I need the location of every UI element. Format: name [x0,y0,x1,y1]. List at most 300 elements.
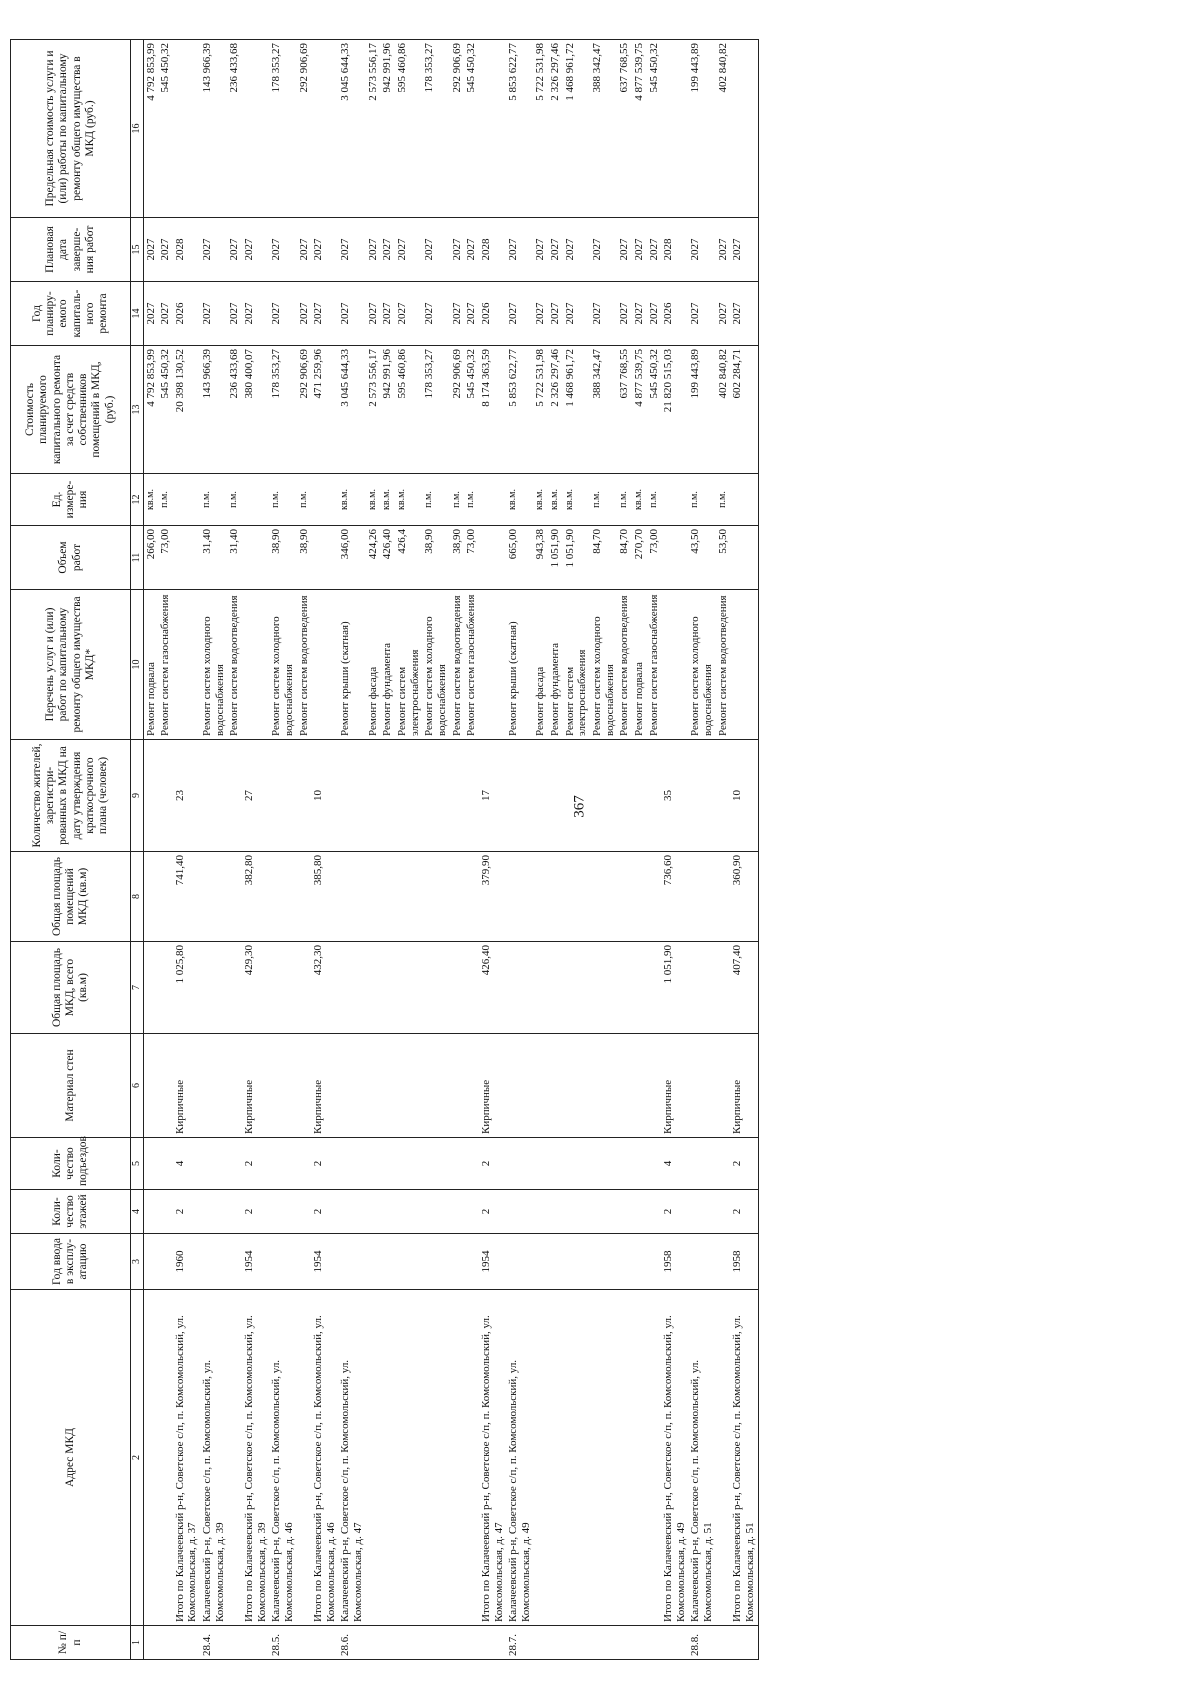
table-cell [158,1034,173,1138]
table-cell: 27 [242,740,269,852]
table-cell: 2027 [548,218,563,282]
column-number: 8 [131,852,144,942]
table-cell [450,1034,465,1138]
table-cell: Калачеевский р-н, Советское с/п, п. Комсомольский, ул. Комсомольская, д. 46 [269,1290,296,1626]
table-cell [533,1138,548,1190]
table-cell: 380 400,07 [242,346,269,474]
table-cell [311,40,338,218]
table-cell [380,1234,395,1290]
table-cell: 178 353,27 [269,40,296,218]
table-cell [143,1290,158,1626]
table-cell: 28.6. [338,1626,365,1660]
table-cell: 2027 [242,282,269,346]
table-cell: 595 460,86 [395,40,422,218]
table-cell: 3 045 644,33 [338,346,365,474]
table-row [422,40,449,1660]
table-cell [479,474,506,526]
table-cell: Ремонт подвала [143,590,158,740]
table-row [380,40,395,1660]
table-cell [173,40,200,218]
table-cell [395,942,422,1034]
table-cell: 2027 [533,282,548,346]
table-cell [688,942,715,1034]
table-cell [380,852,395,942]
table-cell: 382,80 [242,852,269,942]
table-cell: Калачеевский р-н, Советское с/п, п. Комсомольский, ул. Комсомольская, д. 49 [506,1290,533,1626]
table-cell: 3 045 644,33 [338,40,365,218]
table-cell [380,1138,395,1190]
table-cell [338,1034,365,1138]
table-cell [366,1626,381,1660]
table-row [200,40,227,1660]
table-cell: кв.м. [506,474,533,526]
column-number: 11 [131,526,144,590]
table-cell [297,1138,312,1190]
table-cell [716,1138,731,1190]
table-cell [716,1190,731,1234]
table-cell [506,852,533,942]
table-cell: 2028 [661,218,688,282]
column-header: Стоимость планируемого капитального ремонта за счет средств собственников помещений в МКД, (руб.) [11,346,131,474]
table-cell [590,1290,617,1626]
table-cell [716,942,731,1034]
table-cell [395,1234,422,1290]
table-cell [661,1626,688,1660]
table-cell [366,852,381,942]
column-header: Предельная стоимость услуги и (или) работы по капитальному ремонту общего имущества в МКД (руб.) [11,40,131,218]
table-cell [422,1626,449,1660]
table-cell: 471 259,96 [311,346,338,474]
table-cell [533,740,548,852]
table-cell [143,1190,158,1234]
table-cell [200,852,227,942]
table-cell: 2027 [563,218,590,282]
table-cell: 2027 [647,218,662,282]
table-cell [269,852,296,942]
column-header: Коли-чество подъездов [11,1138,131,1190]
table-row [143,40,158,1660]
table-cell [688,1234,715,1290]
table-cell: 4 792 853,99 [143,40,158,218]
column-number: 6 [131,1034,144,1138]
table-cell: 637 768,55 [617,40,632,218]
table-cell [563,1626,590,1660]
table-cell [464,852,479,942]
table-cell: 28.7. [506,1626,533,1660]
table-cell: 21 820 515,03 [661,346,688,474]
table-cell [338,740,365,852]
table-cell: Кирпичные [730,1034,758,1138]
table-cell: Ремонт подвала [632,590,647,740]
table-cell: 426,4 [395,526,422,590]
column-header: Общая площадь помещений МКД (кв.м) [11,852,131,942]
table-cell [661,474,688,526]
table-cell: Ремонт систем холодного водоснабжения [590,590,617,740]
table-cell: Итого по Калачеевский р-н, Советское с/п, п. Комсомольский, ул. Комсомольская, д. 46 [311,1290,338,1626]
table-cell [647,1034,662,1138]
table-row [730,40,758,1660]
table-cell: 2027 [464,282,479,346]
table-cell: п.м. [269,474,296,526]
table-cell [464,740,479,852]
table-cell [227,1138,242,1190]
table-cell [617,740,632,852]
table-cell [563,1034,590,1138]
table-cell: 360,90 [730,852,758,942]
table-cell [563,1190,590,1234]
table-cell [450,1290,465,1626]
table-row [242,40,269,1660]
table-cell [227,740,242,852]
table-cell: 10 [730,740,758,852]
table-cell: 385,80 [311,852,338,942]
table-cell [338,1190,365,1234]
table-cell [464,1138,479,1190]
table-cell: 1954 [311,1234,338,1290]
table-cell: 292 906,69 [450,40,465,218]
table-cell: Ремонт систем электроснабжения [563,590,590,740]
table-cell [366,1034,381,1138]
table-cell: 270,70 [632,526,647,590]
table-cell: п.м. [422,474,449,526]
table-cell: Кирпичные [173,1034,200,1138]
table-cell [548,852,563,942]
table-cell [548,1190,563,1234]
table-cell [647,1626,662,1660]
table-cell: 2 [173,1190,200,1234]
table-cell: 346,00 [338,526,365,590]
table-cell [422,1034,449,1138]
table-cell: 84,70 [617,526,632,590]
table-cell: 388 342,47 [590,346,617,474]
table-cell [716,852,731,942]
table-cell [479,40,506,218]
table-cell: 2027 [548,282,563,346]
table-cell [242,590,269,740]
table-cell: п.м. [297,474,312,526]
table-cell: Итого по Калачеевский р-н, Советское с/п, п. Комсомольский, ул. Комсомольская, д. 47 [479,1290,506,1626]
table-cell [158,740,173,852]
table-cell [450,1626,465,1660]
table-cell: 2027 [395,282,422,346]
table-cell [563,1138,590,1190]
table-cell: 429,30 [242,942,269,1034]
table-cell [617,1234,632,1290]
table-cell [338,1138,365,1190]
table-cell [395,740,422,852]
table-cell: 2 326 297,46 [548,40,563,218]
table-cell: Кирпичные [479,1034,506,1138]
table-cell: 545 450,32 [158,40,173,218]
table-cell: Ремонт систем водоотведения [227,590,242,740]
table-row [297,40,312,1660]
table-cell: 236 433,68 [227,40,242,218]
table-cell [617,1290,632,1626]
table-cell [590,942,617,1034]
table-cell: п.м. [590,474,617,526]
table-cell [647,1234,662,1290]
table-cell: 143 966,39 [200,346,227,474]
table-cell [173,1626,200,1660]
table-cell: 2 [242,1190,269,1234]
table-cell [533,1290,548,1626]
table-cell: Итого по Калачеевский р-н, Советское с/п, п. Комсомольский, ул. Комсомольская, д. 49 [661,1290,688,1626]
table-cell: п.м. [450,474,465,526]
table-cell: 424,26 [366,526,381,590]
table-cell [617,1626,632,1660]
table-cell: 5 722 531,98 [533,40,548,218]
table-cell: п.м. [158,474,173,526]
table-cell [395,1290,422,1626]
table-cell: Ремонт систем газоснабжения [158,590,173,740]
table-cell [617,1190,632,1234]
table-cell: кв.м. [632,474,647,526]
table-cell: 2028 [173,218,200,282]
table-cell: 2028 [479,218,506,282]
table-cell [464,1290,479,1626]
table-row [716,40,731,1660]
table-cell: 28.8. [688,1626,715,1660]
table-cell: Ремонт крыши (скатная) [506,590,533,740]
table-cell [173,590,200,740]
table-cell: 5 853 622,77 [506,346,533,474]
table-cell: 379,90 [479,852,506,942]
table-cell: 1954 [479,1234,506,1290]
table-cell: Итого по Калачеевский р-н, Советское с/п, п. Комсомольский, ул. Комсомольская, д. 51 [730,1290,758,1626]
table-cell [311,526,338,590]
table-cell: 8 174 363,59 [479,346,506,474]
table-cell: 292 906,69 [297,40,312,218]
column-number: 4 [131,1190,144,1234]
table-cell: кв.м. [366,474,381,526]
table-cell: 2027 [200,218,227,282]
table-cell: 2027 [158,218,173,282]
table-cell [688,740,715,852]
table-cell [366,740,381,852]
table-cell: 1960 [173,1234,200,1290]
table-cell [716,1034,731,1138]
table-cell [632,942,647,1034]
table-cell: 545 450,32 [464,40,479,218]
table-cell: 736,60 [661,852,688,942]
table-cell: 2027 [730,218,758,282]
table-cell: 2027 [366,282,381,346]
table-cell: 2027 [338,218,365,282]
table-cell [227,1290,242,1626]
table-cell: кв.м. [380,474,395,526]
table-cell [422,852,449,942]
table-cell [422,1190,449,1234]
table-cell: 2027 [242,218,269,282]
table-cell: Ремонт систем электроснабжения [395,590,422,740]
table-row [311,40,338,1660]
table-cell: 2027 [688,282,715,346]
table-cell [227,1190,242,1234]
table-cell [297,1190,312,1234]
table-cell: 292 906,69 [297,346,312,474]
table-cell: 2 [242,1138,269,1190]
table-cell [422,740,449,852]
table-cell [366,942,381,1034]
column-header: Плановая дата заверше-ния работ [11,218,131,282]
table-cell: Ремонт систем газоснабжения [647,590,662,740]
table-cell: 28.4. [200,1626,227,1660]
table-cell [227,1626,242,1660]
table-cell [269,1034,296,1138]
table-cell: 23 [173,740,200,852]
table-cell: 2 326 297,46 [548,346,563,474]
table-cell: 2 573 556,17 [366,346,381,474]
table-cell [380,942,395,1034]
table-cell: 2027 [632,282,647,346]
table-cell: 28.5. [269,1626,296,1660]
table-cell: кв.м. [395,474,422,526]
table-cell [730,1626,758,1660]
table-cell [200,740,227,852]
table-cell: п.м. [617,474,632,526]
table-cell [506,1138,533,1190]
table-cell [590,1626,617,1660]
table-cell [366,1234,381,1290]
column-number: 7 [131,942,144,1034]
table-cell: 402 840,82 [716,40,731,218]
table-cell: Итого по Калачеевский р-н, Советское с/п, п. Комсомольский, ул. Комсомольская, д. 37 [173,1290,200,1626]
table-cell: 2027 [730,282,758,346]
table-cell: 2027 [366,218,381,282]
table-cell [269,1138,296,1190]
table-cell [730,590,758,740]
table-row [548,40,563,1660]
table-cell: Калачеевский р-н, Советское с/п, п. Комсомольский, ул. Комсомольская, д. 51 [688,1290,715,1626]
table-cell: 595 460,86 [395,346,422,474]
table-cell: 73,00 [158,526,173,590]
table-cell: Ремонт систем водоотведения [716,590,731,740]
table-cell [716,1626,731,1660]
column-header: Год планиру-емого капиталь-ного ремонта [11,282,131,346]
table-cell: 2026 [479,282,506,346]
table-row [479,40,506,1660]
table-cell: 2027 [464,218,479,282]
table-cell [479,526,506,590]
table-cell [563,852,590,942]
table-cell [617,852,632,942]
column-header: Общая площадь МКД, всего (кв.м) [11,942,131,1034]
page-number: 367 [571,795,588,818]
table-cell: 31,40 [200,526,227,590]
table-cell: 143 966,39 [200,40,227,218]
table-cell: 73,00 [647,526,662,590]
table-cell [533,1190,548,1234]
table-cell [422,942,449,1034]
table-cell [297,1034,312,1138]
table-cell [647,852,662,942]
table-cell: Ремонт систем холодного водоснабжения [269,590,296,740]
table-cell [548,942,563,1034]
table-cell: 2027 [269,282,296,346]
table-cell [311,590,338,740]
table-cell [297,852,312,942]
table-cell [297,1626,312,1660]
table-cell [688,1138,715,1190]
table-row [269,40,296,1660]
table-cell: 2027 [269,218,296,282]
table-cell: 31,40 [227,526,242,590]
table-cell [506,1234,533,1290]
table-cell: 1 025,80 [173,942,200,1034]
table-cell [617,942,632,1034]
table-cell [506,740,533,852]
table-cell: 426,40 [479,942,506,1034]
table-cell: 426,40 [380,526,395,590]
table-cell: 73,00 [464,526,479,590]
table-cell [716,740,731,852]
table-cell: 4 792 853,99 [143,346,158,474]
table-cell [173,474,200,526]
column-header: № п/п [11,1626,131,1660]
table-cell: 2027 [450,218,465,282]
table-cell [716,1234,731,1290]
table-cell: 53,50 [716,526,731,590]
table-cell [533,942,548,1034]
table-cell: 2027 [158,282,173,346]
table-cell: Кирпичные [242,1034,269,1138]
table-cell [464,1190,479,1234]
table-cell [548,1034,563,1138]
column-number: 15 [131,218,144,282]
table-cell [647,942,662,1034]
table-cell [632,1234,647,1290]
table-cell [506,1034,533,1138]
table-cell [269,942,296,1034]
column-number: 10 [131,590,144,740]
table-cell: 2027 [716,218,731,282]
column-header: Объем работ [11,526,131,590]
table-cell: 2027 [450,282,465,346]
table-cell: п.м. [688,474,715,526]
table-cell: 2026 [173,282,200,346]
table-cell [158,852,173,942]
column-number: 3 [131,1234,144,1290]
column-number-row [131,40,144,1660]
table-cell: 43,50 [688,526,715,590]
table-cell: 199 443,89 [688,40,715,218]
table-cell: 2027 [143,218,158,282]
table-cell [338,852,365,942]
table-cell [548,1138,563,1190]
table-cell [450,1138,465,1190]
table-cell: 2027 [422,218,449,282]
table-cell: 17 [479,740,506,852]
table-cell [730,526,758,590]
table-cell [563,942,590,1034]
table-cell: Ремонт фундамента [380,590,395,740]
table-cell: Итого по Калачеевский р-н, Советское с/п, п. Комсомольский, ул. Комсомольская, д. 39 [242,1290,269,1626]
table-cell: 2 [479,1190,506,1234]
table-cell [647,1190,662,1234]
table-cell [297,942,312,1034]
column-number: 14 [131,282,144,346]
table-cell [227,942,242,1034]
table-cell: 942 991,96 [380,40,395,218]
table-cell [590,740,617,852]
table-cell: 266,00 [143,526,158,590]
table-cell [143,740,158,852]
column-number: 12 [131,474,144,526]
table-cell: 2027 [647,282,662,346]
table-cell [143,1138,158,1190]
table-row [590,40,617,1660]
table-cell [242,1626,269,1660]
